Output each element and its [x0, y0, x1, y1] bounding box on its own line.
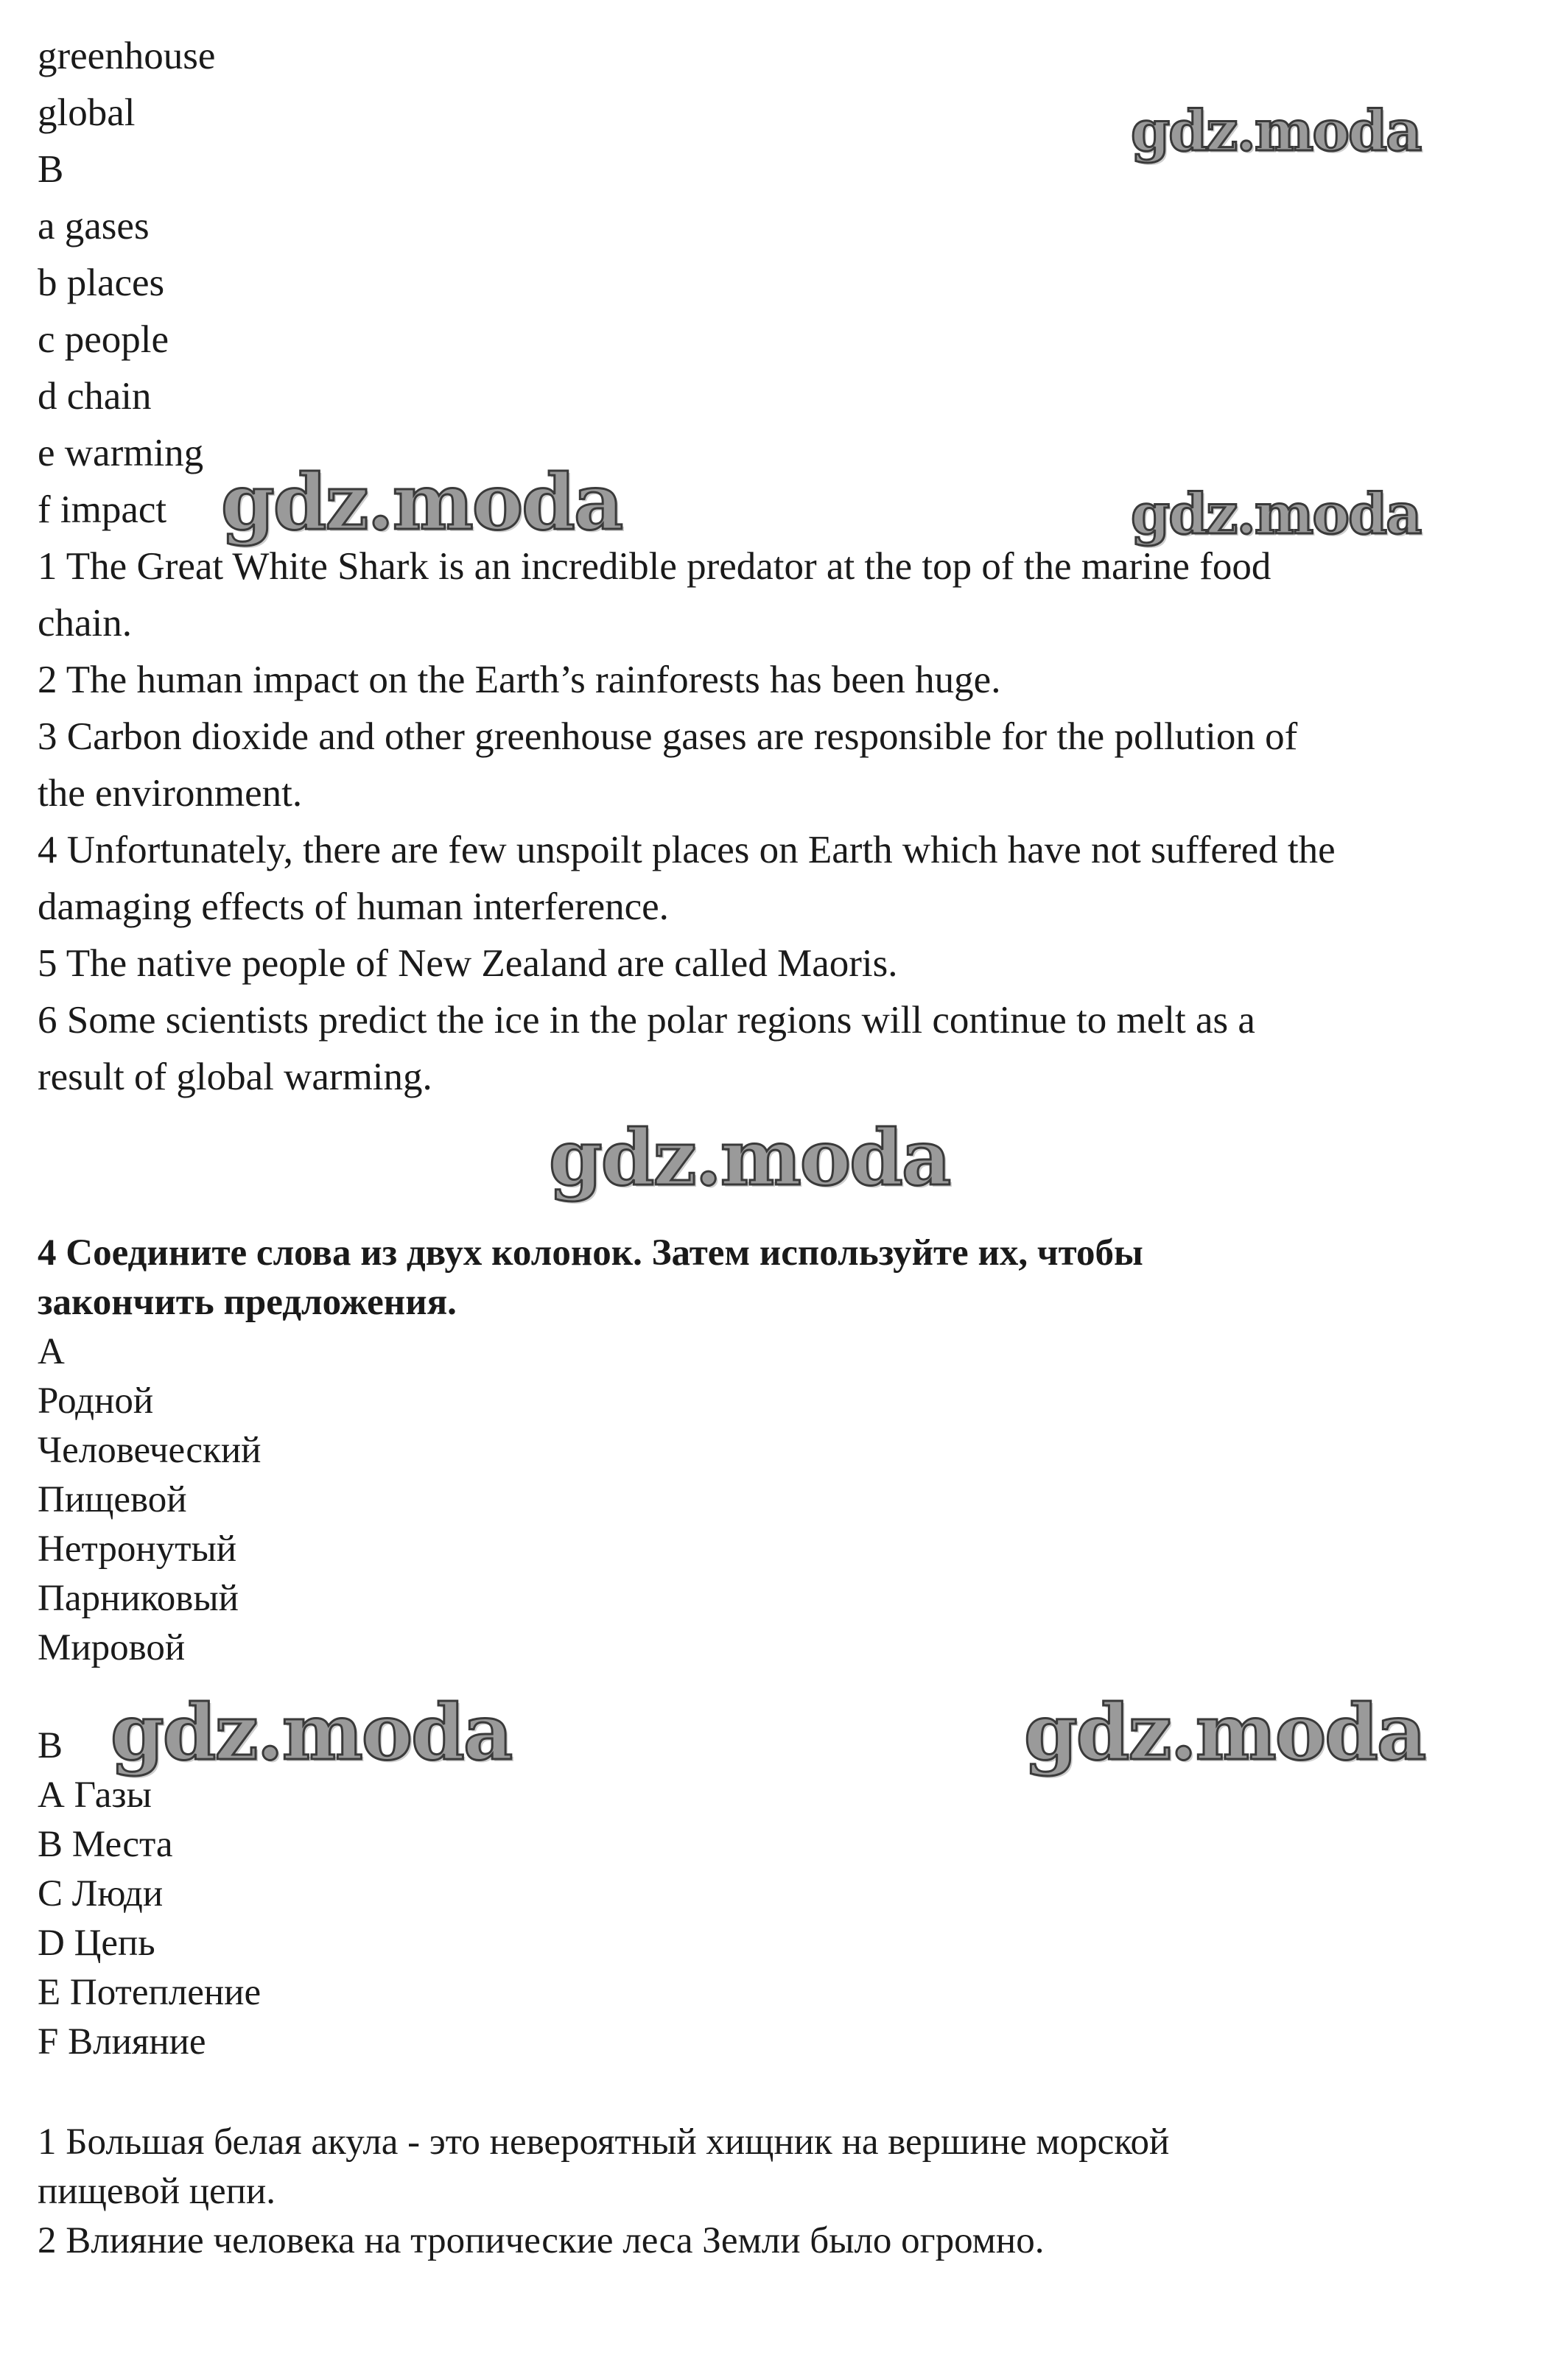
ru-word-b-5: Е Потепление	[38, 1972, 262, 2013]
ru-column-b-label: В	[38, 1725, 63, 1766]
ru-word-a-1: Родной	[38, 1380, 154, 1422]
ru-word-a-6: Мировой	[38, 1627, 186, 1668]
ru-sentence-1-line-2: пищевой цепи.	[38, 2171, 276, 2212]
watermark: gdz.moda	[1024, 1687, 1425, 1777]
ru-word-a-3: Пищевой	[38, 1479, 187, 1520]
sentence-6-line-2: result of global warming.	[38, 1056, 432, 1098]
ru-word-b-2: В Места	[38, 1824, 173, 1865]
word-greenhouse: greenhouse	[38, 35, 216, 77]
sentence-2: 2 The human impact on the Earth’s rainforests has been huge.	[38, 659, 1001, 701]
watermark: gdz.moda	[549, 1112, 950, 1203]
sentence-3-line-1: 3 Carbon dioxide and other greenhouse gases are responsible for the pollution of	[38, 715, 1298, 758]
ru-word-a-5: Парниковый	[38, 1578, 239, 1619]
sentence-3-line-2: the environment.	[38, 772, 303, 815]
ru-word-a-2: Человеческий	[38, 1430, 262, 1471]
ru-word-b-4: D Цепь	[38, 1923, 155, 1964]
word-item-a: a gases	[38, 205, 150, 248]
watermark: gdz.moda	[1131, 481, 1421, 547]
column-b-label: B	[38, 148, 64, 191]
sentence-1-line-2: chain.	[38, 602, 133, 645]
exercise-heading-line-1: 4 Соедините слова из двух колонок. Затем используйте их, чтобы	[38, 1232, 1143, 1274]
sentence-1-line-1: 1 The Great White Shark is an incredible predator at the top of the marine food	[38, 545, 1271, 588]
word-item-b: b places	[38, 261, 165, 304]
word-item-d: d chain	[38, 375, 152, 418]
word-item-c: c people	[38, 318, 169, 361]
sentence-5: 5 The native people of New Zealand are called Maoris.	[38, 942, 898, 985]
exercise-heading-line-2: закончить предложения.	[38, 1282, 457, 1323]
word-item-e: e warming	[38, 432, 204, 474]
sentence-4-line-2: damaging effects of human interference.	[38, 885, 669, 928]
sentence-4-line-1: 4 Unfortunately, there are few unspoilt places on Earth which have not suffered the	[38, 829, 1336, 871]
watermark: gdz.moda	[110, 1687, 512, 1777]
ru-word-a-4: Нетронутый	[38, 1528, 237, 1570]
column-a-label: А	[38, 1331, 65, 1372]
word-item-f: f impact	[38, 488, 167, 531]
sentence-6-line-1: 6 Some scientists predict the ice in the polar regions will continue to melt as a	[38, 999, 1255, 1042]
ru-word-b-1: А Газы	[38, 1775, 152, 1816]
word-global: global	[38, 91, 136, 134]
ru-sentence-2: 2 Влияние человека на тропические леса Земли было огромно.	[38, 2220, 1045, 2261]
watermark: gdz.moda	[1131, 98, 1421, 164]
ru-word-b-3: С Люди	[38, 1873, 164, 1914]
ru-word-b-6: F Влияние	[38, 2021, 206, 2063]
watermark: gdz.moda	[221, 457, 622, 547]
ru-sentence-1-line-1: 1 Большая белая акула - это невероятный хищник на вершине морской	[38, 2121, 1170, 2163]
